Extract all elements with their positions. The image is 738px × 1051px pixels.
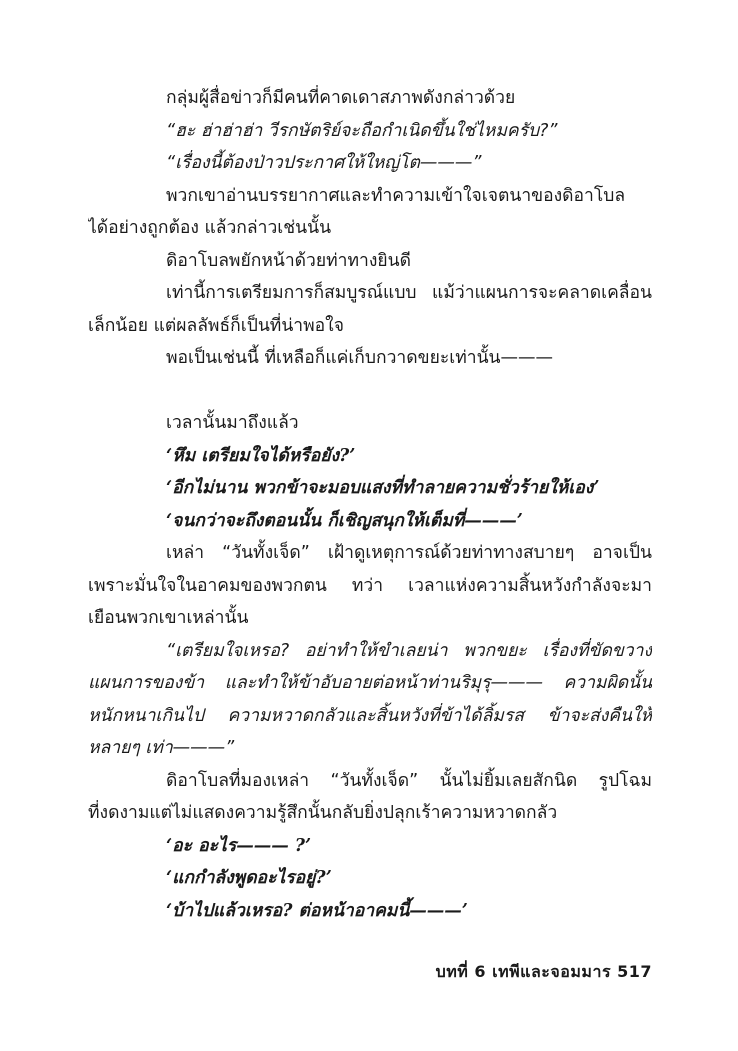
section-break [88,375,652,408]
narration-line: ที่งดงามแต่ไม่แสดงความรู้สึกนั้นกลับยิ่งปลุกเร้าความหวาดกลัว [88,803,558,823]
narration-line: ได้อย่างถูกต้อง แล้วกล่าวเช่นนั้น [88,218,332,238]
narration-line: เพราะมั่นใจในอาคมของพวกตน ทว่า เวลาแห่งความสิ้นหวังกำลังจะมา [88,575,652,596]
narration-line: เท่านี้การเตรียมการก็สมบูรณ์แบบ แม้ว่าแผนการจะคลาดเคลื่อน [166,283,652,303]
narration-line: เยือนพวกเขาเหล่านั้น [88,608,249,628]
dialogue-line: “เรื่องนี้ต้องป่าวประกาศให้ใหญ่โต———” [166,153,482,173]
telepathic-dialogue-line: ‘อะ อะไร——— ?’ [166,835,312,856]
narration-line: เล็กน้อย แต่ผลลัพธ์ก็เป็นที่น่าพอใจ [88,315,344,336]
narration-line: ดิอาโบลพยักหน้าด้วยท่าทางยินดี [166,250,411,271]
dialogue-line: หนักหนาเกินไป ความหวาดกลัวและสิ้นหวังที่ข้าได้ลิ้มรส ข้าจะส่งคืนให้ [88,705,652,726]
page-footer: บทที่ 6 เทพีและจอมมาร 517 [435,962,652,981]
dialogue-line: แผนการของข้า และทำให้ข้าอับอายต่อหน้าท่านริมุรุ——— ความผิดนั้น [88,673,652,693]
narration-line: พอเป็นเช่นนี้ ที่เหลือก็แค่เก็บกวาดขยะเท่านั้น——— [166,348,553,368]
telepathic-dialogue-line: ‘จนกว่าจะถึงตอนนั้น ก็เชิญสนุกให้เต็มที่———’ [166,510,523,531]
narration-line: เหล่า “วันทั้งเจ็ด” เฝ้าดูเหตุการณ์ด้วยท่าทางสบายๆ อาจเป็น [166,543,652,563]
dialogue-line: หลายๆ เท่า———” [88,738,235,758]
telepathic-dialogue-line: ‘อีกไม่นาน พวกข้าจะมอบแสงที่ทำลายความชั่วร้ายให้เอง’ [166,478,600,498]
narration-line: เวลานั้นมาถึงแล้ว [166,413,299,433]
narration-line: กลุ่มผู้สื่อข่าวก็มีคนที่คาดเดาสภาพดังกล่าวด้วย [166,88,516,108]
dialogue-line: “ฮะ ฮ่าฮ่าฮ่า วีรกษัตริย์จะถือกำเนิดขึ้นใช่ไหมครับ?” [166,120,558,141]
narration-line: พวกเขาอ่านบรรยากาศและทำความเข้าใจเจตนาของดิอาโบล [166,185,626,206]
telepathic-dialogue-line: ‘บ้าไปแล้วเหรอ? ต่อหน้าอาคมนี้———’ [166,900,468,921]
body-text [88,82,652,927]
telepathic-dialogue-line: ‘หึม เตรียมใจได้หรือยัง?’ [166,445,356,466]
telepathic-dialogue-line: ‘แกกำลังพูดอะไรอยู่?’ [166,868,332,888]
narration-line: ดิอาโบลที่มองเหล่า “วันทั้งเจ็ด” นั้นไม่ยิ้มเลยสักนิด รูปโฉม [166,770,652,791]
dialogue-line: “เตรียมใจเหรอ? อย่าทำให้ขำเลยน่า พวกขยะ เรื่องที่ขัดขวาง [166,640,652,661]
